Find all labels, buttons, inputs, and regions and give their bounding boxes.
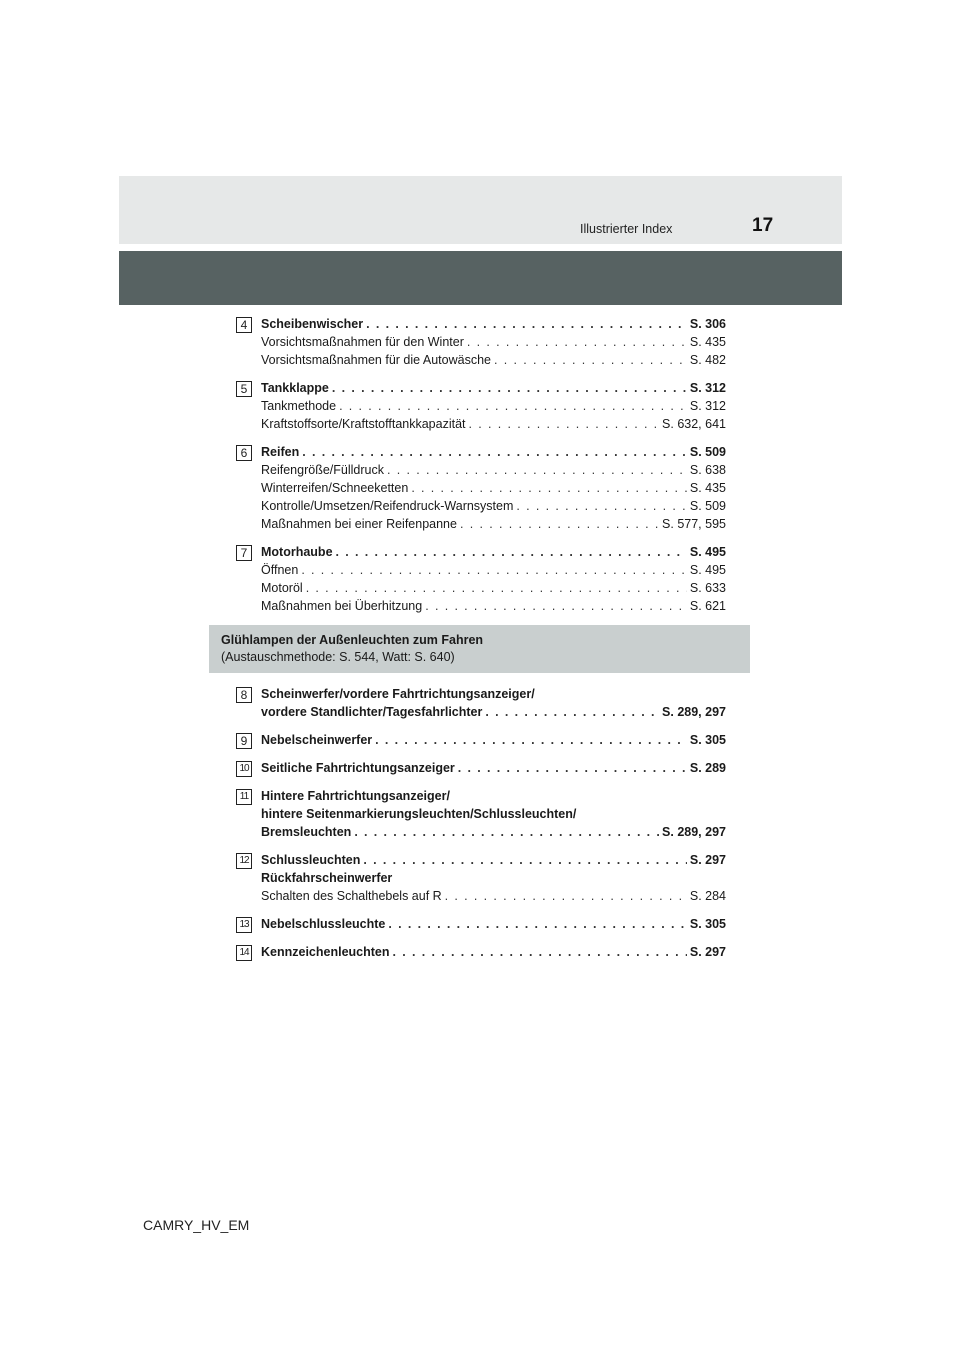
index-row — [261, 461, 726, 479]
index-row — [261, 397, 726, 415]
callout-number: 7 — [236, 545, 252, 561]
index-groups — [236, 315, 726, 615]
callout-number: 12 — [236, 853, 252, 869]
page-ref[interactable]: S. 284 — [689, 889, 726, 903]
leader-dots — [375, 731, 687, 749]
index-label: Kontrolle/Umsetzen/Reifendruck-Warnsystem — [261, 499, 514, 513]
header-dark-band — [119, 251, 842, 305]
index-group — [236, 943, 726, 961]
index-row — [261, 759, 726, 777]
index-row — [261, 379, 726, 397]
index-group — [236, 315, 726, 369]
band-subtitle: (Austauschmethode: S. 544, Watt: S. 640) — [221, 650, 455, 664]
leader-dots — [366, 315, 687, 333]
index-row — [261, 479, 726, 497]
index-row — [261, 315, 726, 333]
section-band — [209, 625, 750, 673]
page-ref[interactable]: S. 509 — [689, 499, 726, 513]
page-ref[interactable]: S. 297 — [689, 945, 726, 959]
index-label: Scheinwerfer/vordere Fahrtrichtungsanzeiger/ — [261, 687, 535, 701]
index-row — [261, 579, 726, 597]
page-ref[interactable]: S. 632, 641 — [662, 417, 726, 431]
index-label: Nebelschlussleuchte — [261, 917, 386, 931]
index-label: Reifengröße/Fülldruck — [261, 463, 384, 477]
index-label: Motoröl — [261, 581, 303, 595]
page-ref[interactable]: S. 495 — [689, 563, 726, 577]
leader-dots — [516, 497, 686, 515]
index-label: Schlussleuchten — [261, 853, 361, 867]
leader-dots — [460, 515, 659, 533]
page-ref[interactable]: S. 633 — [689, 581, 726, 595]
page-number: 17 — [752, 215, 774, 236]
index-row — [261, 443, 726, 461]
leader-dots — [388, 915, 687, 933]
index-label: Winterreifen/Schneeketten — [261, 481, 409, 495]
index-label: Tankklappe — [261, 381, 329, 395]
leader-dots — [469, 415, 660, 433]
page-ref[interactable]: S. 312 — [689, 381, 726, 395]
index-row — [261, 497, 726, 515]
page-ref[interactable]: S. 289, 297 — [662, 825, 726, 839]
leader-dots — [494, 351, 687, 369]
header-bar — [119, 176, 842, 244]
index-row — [261, 351, 726, 369]
leader-dots — [332, 379, 687, 397]
index-row — [261, 823, 726, 841]
section-title: Illustrierter Index — [580, 222, 673, 236]
callout-number: 4 — [236, 317, 252, 333]
index-label: Motorhaube — [261, 545, 333, 559]
index-row — [261, 731, 726, 749]
index-row — [261, 561, 726, 579]
leader-dots — [339, 397, 687, 415]
index-group — [236, 787, 726, 841]
page-ref[interactable]: S. 435 — [689, 481, 726, 495]
callout-number: 8 — [236, 687, 252, 703]
leader-dots — [363, 851, 687, 869]
index-label: vordere Standlichter/Tagesfahrlichter — [261, 705, 483, 719]
index-label: Scheibenwischer — [261, 317, 364, 331]
leader-dots — [301, 561, 687, 579]
leader-dots — [425, 597, 687, 615]
index-label: Maßnahmen bei Überhitzung — [261, 599, 423, 613]
page-ref[interactable]: S. 289, 297 — [662, 705, 726, 719]
leader-dots — [458, 759, 687, 777]
callout-number: 5 — [236, 381, 252, 397]
page-ref[interactable]: S. 482 — [689, 353, 726, 367]
index-row — [261, 851, 726, 869]
page-ref[interactable]: S. 435 — [689, 335, 726, 349]
leader-dots — [467, 333, 687, 351]
page-ref[interactable]: S. 621 — [689, 599, 726, 613]
index-label: Vorsichtsmaßnahmen für den Winter — [261, 335, 464, 349]
leader-dots — [387, 461, 687, 479]
leader-dots — [411, 479, 687, 497]
leader-dots — [354, 823, 659, 841]
index-label: Maßnahmen bei einer Reifenpanne — [261, 517, 457, 531]
index-group — [236, 379, 726, 433]
index-row — [261, 515, 726, 533]
band-title: Glühlampen der Außenleuchten zum Fahren — [221, 633, 484, 647]
index-label: Bremsleuchten — [261, 825, 352, 839]
page-ref[interactable]: S. 305 — [689, 917, 726, 931]
index-group — [236, 543, 726, 615]
index-group — [236, 759, 726, 777]
page-ref[interactable]: S. 305 — [689, 733, 726, 747]
page-ref[interactable]: S. 297 — [689, 853, 726, 867]
index-group — [236, 685, 726, 721]
index-row — [261, 915, 726, 933]
page-ref[interactable]: S. 495 — [689, 545, 726, 559]
leader-dots — [306, 579, 687, 597]
index-row — [261, 703, 726, 721]
index-label: Kennzeichenleuchten — [261, 945, 390, 959]
index-row — [261, 887, 726, 905]
index-label: Kraftstoffsorte/Kraftstofftankkapazität — [261, 417, 466, 431]
index-label: hintere Seitenmarkierungsleuchten/Schlussleuchten/ — [261, 807, 577, 821]
page-ref[interactable]: S. 312 — [689, 399, 726, 413]
leader-dots — [445, 887, 687, 905]
index-label: Vorsichtsmaßnahmen für die Autowäsche — [261, 353, 491, 367]
leader-dots — [485, 703, 659, 721]
leader-dots — [336, 543, 687, 561]
leader-dots — [302, 443, 687, 461]
index-label: Nebelscheinwerfer — [261, 733, 373, 747]
index-row — [261, 943, 726, 961]
index-group — [236, 915, 726, 933]
callout-number: 10 — [236, 761, 252, 777]
index-content — [221, 315, 726, 971]
index-row — [261, 415, 726, 433]
page-ref[interactable]: S. 638 — [689, 463, 726, 477]
index-row — [261, 333, 726, 351]
callout-number: 13 — [236, 917, 252, 933]
callout-number: 11 — [236, 789, 252, 805]
index-label: Seitliche Fahrtrichtungsanzeiger — [261, 761, 455, 775]
footer-code: CAMRY_HV_EM — [143, 1217, 250, 1233]
callout-number: 6 — [236, 445, 252, 461]
index-row — [261, 597, 726, 615]
callout-number: 14 — [236, 945, 252, 961]
page-ref[interactable]: S. 577, 595 — [662, 517, 726, 531]
leader-dots — [393, 943, 687, 961]
index-group — [236, 443, 726, 533]
page-ref[interactable]: S. 289 — [689, 761, 726, 775]
index-label: Rückfahrscheinwerfer — [261, 871, 393, 885]
index-row — [261, 543, 726, 561]
callout-number: 9 — [236, 733, 252, 749]
index-label: Hintere Fahrtrichtungsanzeiger/ — [261, 789, 450, 803]
index-group — [236, 851, 726, 905]
page-ref[interactable]: S. 306 — [689, 317, 726, 331]
index-label: Reifen — [261, 445, 300, 459]
index-label: Öffnen — [261, 563, 299, 577]
index-group — [236, 731, 726, 749]
index-label: Tankmethode — [261, 399, 337, 413]
page-ref[interactable]: S. 509 — [689, 445, 726, 459]
index-label: Schalten des Schalthebels auf R — [261, 889, 442, 903]
